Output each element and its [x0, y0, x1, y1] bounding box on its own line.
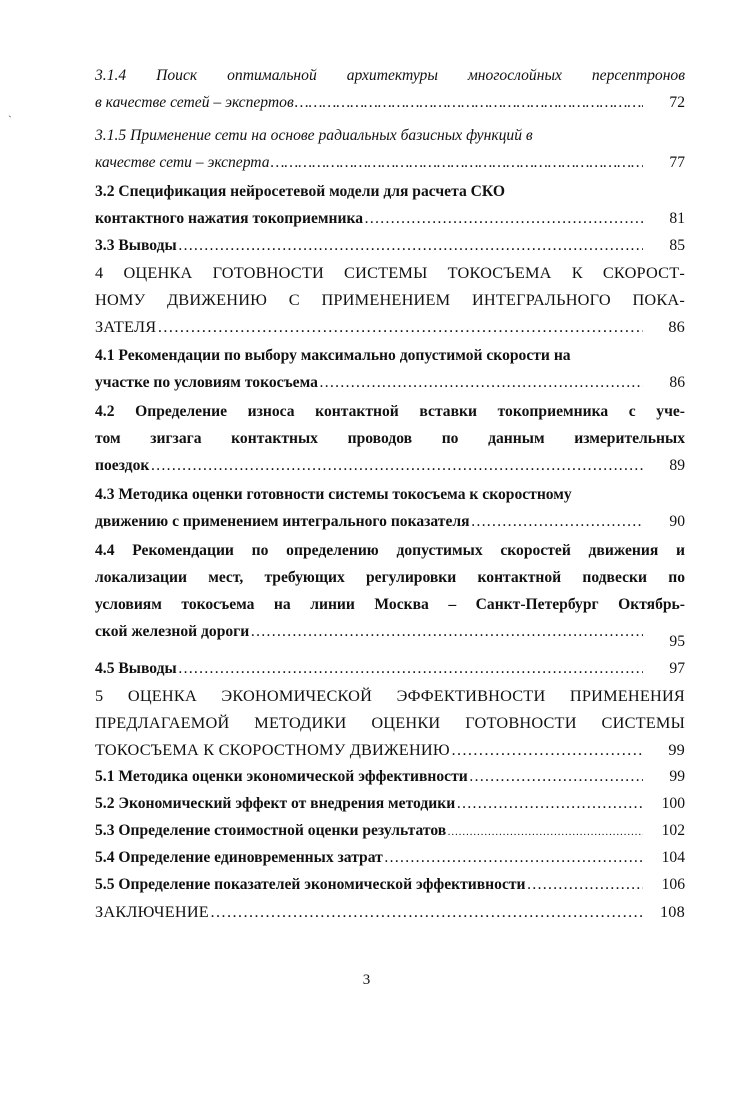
toc-entry-text-line: локализации мест, требующих регулировки контактной подвески по — [95, 569, 685, 586]
toc-page-number: 85 — [669, 237, 685, 254]
toc-entry-text-line: условиям токосъема на линии Москва – Санкт-Петербург Октябрь- — [95, 596, 685, 613]
toc-entry-title: ТОКОСЪЕМА К СКОРОСТНОМУ ДВИЖЕНИЮ — [95, 740, 450, 759]
toc-entry-4-5[interactable] — [95, 655, 685, 682]
toc-entry-conclusion[interactable] — [95, 898, 685, 925]
toc-page-number: 86 — [669, 374, 685, 391]
toc-entry-text-line: том зигзага контактных проводов по данным измерительных — [95, 430, 685, 447]
toc-entry-title: 5.1 Методика оценки экономической эффективности — [95, 768, 468, 785]
dot-leader — [364, 205, 643, 232]
toc-entry-title: 5.5 Определение показателей экономической эффективности — [95, 876, 526, 893]
dot-leader — [178, 655, 643, 682]
toc-entry-chapter-4[interactable] — [95, 259, 685, 340]
toc-entry-4-2[interactable] — [95, 398, 685, 479]
toc-entry-text-line: 4.4 Рекомендации по определению допустимых скоростей движения и — [95, 542, 685, 559]
toc-entry-3-3[interactable] — [95, 232, 685, 259]
toc-page-number: 81 — [669, 210, 685, 227]
toc-entry-title: 5.4 Определение единовременных затрат — [95, 849, 383, 866]
toc-page-number: 86 — [668, 317, 685, 336]
dot-leader — [456, 790, 643, 817]
toc-entry-text-line: 3.1.4 Поиск оптимальной архитектуры многослойных персептронов — [95, 67, 685, 84]
toc-entry-text-line: ПРЕДЛАГАЕМОЙ МЕТОДИКИ ОЦЕНКИ ГОТОВНОСТИ СИСТЕМЫ — [95, 713, 685, 732]
toc-entry-title: в качестве сетей – экспертов — [95, 94, 294, 111]
toc-entry-4-3[interactable] — [95, 481, 685, 535]
toc-page-number: 104 — [661, 849, 685, 866]
dot-leader — [210, 898, 643, 925]
toc-entry-5-4[interactable] — [95, 844, 685, 871]
toc-page-number: 100 — [661, 795, 685, 812]
toc-entry-4-4[interactable] — [95, 537, 685, 650]
toc-page-number: 89 — [669, 457, 685, 474]
toc-entry-title: 5.2 Экономический эффект от внедрения методики — [95, 795, 456, 812]
toc-page-number: 99 — [668, 740, 685, 759]
toc-entry-title: 5.3 Определение стоимостной оценки результатов — [95, 822, 447, 839]
toc-page-number: 99 — [669, 768, 685, 785]
toc-page-number: 106 — [661, 876, 685, 893]
toc-entry-text-line: 4.2 Определение износа контактной вставки токоприемника с уче- — [95, 403, 685, 420]
dot-leader — [451, 736, 643, 763]
toc-entry-5-1[interactable] — [95, 763, 685, 790]
toc-page-number: 102 — [661, 822, 685, 839]
toc-entry-title: ской железной дороги — [95, 623, 250, 640]
toc-entry-text-line: 4.3 Методика оценки готовности системы токосъема к скоростному — [95, 486, 572, 503]
toc-entry-title: контактного нажатия токоприемника — [95, 210, 364, 227]
toc-entry-text-line: 4.1 Рекомендации по выбору максимально допустимой скорости на — [95, 347, 571, 364]
dot-leader — [469, 763, 643, 790]
toc-page-number: 97 — [669, 660, 685, 677]
toc-entry-title: ЗАТЕЛЯ — [95, 317, 157, 336]
toc-entry-chapter-5[interactable] — [95, 682, 685, 763]
dot-leader — [250, 618, 643, 645]
toc-entry-text-line: 3.2 Спецификация нейросетевой модели для расчета СКО — [95, 183, 505, 200]
toc-entry-5-2[interactable] — [95, 790, 685, 817]
dot-leader — [384, 844, 643, 871]
toc-entry-title: 4.5 Выводы — [95, 660, 177, 677]
scan-speck: ` — [8, 113, 12, 127]
dot-leader — [150, 452, 643, 479]
toc-entry-text-line: 5 ОЦЕНКА ЭКОНОМИЧЕСКОЙ ЭФФЕКТИВНОСТИ ПРИМЕНЕНИЯ — [95, 686, 685, 705]
toc-page-number: 90 — [669, 513, 685, 530]
toc-entry-title: поездок — [95, 457, 150, 474]
dot-leader — [319, 369, 643, 396]
toc-entry-title: ЗАКЛЮЧЕНИЕ — [95, 902, 209, 921]
toc-page-number: 108 — [659, 902, 685, 921]
toc-entry-3-2[interactable] — [95, 178, 685, 232]
toc-entry-title: движению с применением интегрального показателя — [95, 513, 470, 530]
toc-entry-text-line: НОМУ ДВИЖЕНИЮ С ПРИМЕНЕНИЕМ ИНТЕГРАЛЬНОГО ПОКА- — [95, 290, 685, 309]
dot-leader — [178, 232, 643, 259]
toc-entry-5-3[interactable] — [95, 817, 685, 844]
table-of-contents — [95, 62, 685, 925]
toc-page-number: 72 — [669, 94, 685, 111]
page-number: 3 — [362, 972, 371, 988]
dot-leader — [295, 89, 643, 116]
dot-leader — [271, 149, 643, 176]
toc-entry-title: 3.3 Выводы — [95, 237, 177, 254]
toc-entry-3-1-4[interactable] — [95, 62, 685, 116]
toc-entry-title: участке по условиям токосъема — [95, 374, 318, 391]
toc-entry-4-1[interactable] — [95, 342, 685, 396]
toc-entry-3-1-5[interactable] — [95, 122, 685, 176]
toc-page-number: 95 — [669, 633, 685, 650]
toc-entry-title: качестве сети – эксперта — [95, 154, 270, 171]
dot-leader — [527, 871, 643, 898]
dot-leader — [157, 313, 643, 340]
toc-entry-text-line: 4 ОЦЕНКА ГОТОВНОСТИ СИСТЕМЫ ТОКОСЪЕМА К СКОРОСТ- — [95, 263, 685, 282]
toc-page-number: 77 — [669, 154, 685, 171]
toc-entry-5-5[interactable] — [95, 871, 685, 898]
dot-leader — [471, 508, 643, 535]
toc-entry-text-line: 3.1.5 Применение сети на основе радиальных базисных функций в — [95, 127, 533, 144]
dot-leader — [447, 819, 643, 846]
